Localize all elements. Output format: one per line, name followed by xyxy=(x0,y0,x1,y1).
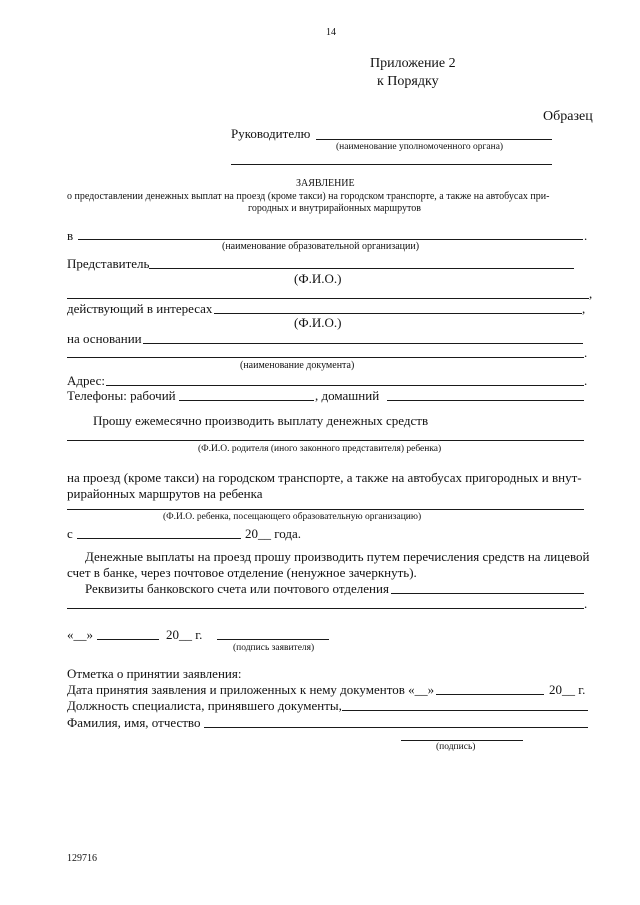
request-text: Прошу ежемесячно производить выплату денежных средств xyxy=(93,413,429,428)
org-end: . xyxy=(584,228,588,243)
specialist-name-label: Фамилия, имя, отчество xyxy=(67,715,201,730)
addressee-field-2[interactable] xyxy=(231,164,552,165)
acceptance-year: 20__ г. xyxy=(549,682,586,697)
representative-field-2[interactable] xyxy=(67,298,589,299)
specialist-position-field[interactable] xyxy=(342,710,588,711)
sample-label: Образец xyxy=(543,109,593,124)
address-label: Адрес: xyxy=(67,373,105,388)
page-number: 14 xyxy=(326,27,336,38)
bank-details-end: . xyxy=(584,596,588,611)
start-date-field[interactable] xyxy=(77,538,241,539)
appendix-title: Приложение 2 xyxy=(370,56,456,71)
parent-name-caption: (Ф.И.О. родителя (иного законного представителя) ребенка) xyxy=(198,444,442,454)
interests-label: действующий в интересах xyxy=(67,301,213,316)
addressee-field[interactable] xyxy=(316,139,552,140)
interests-end: , xyxy=(582,301,586,316)
footer-code: 129716 xyxy=(67,853,97,864)
interests-caption: (Ф.И.О.) xyxy=(294,315,342,330)
subtitle-line-2: городных и внутрирайонных маршрутов xyxy=(248,203,421,214)
parent-name-field[interactable] xyxy=(67,440,584,441)
specialist-signature-field[interactable] xyxy=(401,740,523,741)
sign-date-open: «__» xyxy=(67,627,93,642)
applicant-signature-caption: (подпись заявителя) xyxy=(233,643,315,653)
work-phone-field[interactable] xyxy=(179,400,314,401)
document-title: ЗАЯВЛЕНИЕ xyxy=(296,178,355,189)
specialist-position-label: Должность специалиста, принявшего документы, xyxy=(67,698,342,713)
basis-label: на основании xyxy=(67,331,142,346)
interests-field[interactable] xyxy=(214,313,582,314)
org-prefix: в xyxy=(67,228,74,243)
representative-label: Представитель xyxy=(67,256,150,271)
basis-field-2[interactable] xyxy=(67,357,584,358)
payment-line-2: счет в банке, через почтовое отделение (ненужное зачеркнуть). xyxy=(67,565,417,580)
basis-field[interactable] xyxy=(143,343,583,344)
start-prefix: с xyxy=(67,526,73,541)
addressee-caption: (наименование уполномоченного органа) xyxy=(336,142,504,152)
addressee-label: Руководителю xyxy=(231,126,311,141)
basis-end: . xyxy=(584,345,588,360)
representative-caption: (Ф.И.О.) xyxy=(294,271,342,286)
representative-field[interactable] xyxy=(149,268,574,269)
appendix-order: к Порядку xyxy=(377,74,439,89)
address-end: . xyxy=(584,373,588,388)
start-year: 20__ года. xyxy=(245,526,302,541)
applicant-signature-field[interactable] xyxy=(217,639,329,640)
organization-caption: (наименование образовательной организации) xyxy=(222,241,420,252)
basis-caption: (наименование документа) xyxy=(240,360,355,371)
sign-date-field[interactable] xyxy=(97,639,159,640)
specialist-name-field[interactable] xyxy=(204,727,588,728)
address-field[interactable] xyxy=(106,385,584,386)
bank-details-label: Реквизиты банковского счета или почтового отделения xyxy=(85,581,389,596)
acceptance-heading: Отметка о принятии заявления: xyxy=(67,666,242,681)
acceptance-date-field[interactable] xyxy=(436,694,544,695)
purpose-line-1: на проезд (кроме такси) на городском транспорте, а также на автобусах пригородных и внут- xyxy=(67,470,582,485)
purpose-line-2: рирайонных маршрутов на ребенка xyxy=(67,486,263,501)
specialist-signature-caption: (подпись) xyxy=(436,742,476,752)
representative-end: , xyxy=(589,286,593,301)
child-name-field[interactable] xyxy=(67,509,584,510)
subtitle-line-1: о предоставлении денежных выплат на проезд (кроме такси) на городском транспорте, а также на автобусах при- xyxy=(67,191,550,202)
home-phone-field[interactable] xyxy=(387,400,584,401)
sign-year: 20__ г. xyxy=(166,627,203,642)
acceptance-date-label: Дата принятия заявления и приложенных к нему документов «__» xyxy=(67,682,435,697)
bank-details-field-2[interactable] xyxy=(67,608,584,609)
payment-line-1: Денежные выплаты на проезд прошу производить путем перечисления средств на лицевой xyxy=(85,549,590,564)
organization-field[interactable] xyxy=(78,239,583,240)
home-phone-label: , домашний xyxy=(315,388,380,403)
child-name-caption: (Ф.И.О. ребенка, посещающего образовательную организацию) xyxy=(163,512,422,522)
work-phone-label: Телефоны: рабочий xyxy=(67,388,176,403)
bank-details-field[interactable] xyxy=(391,593,584,594)
